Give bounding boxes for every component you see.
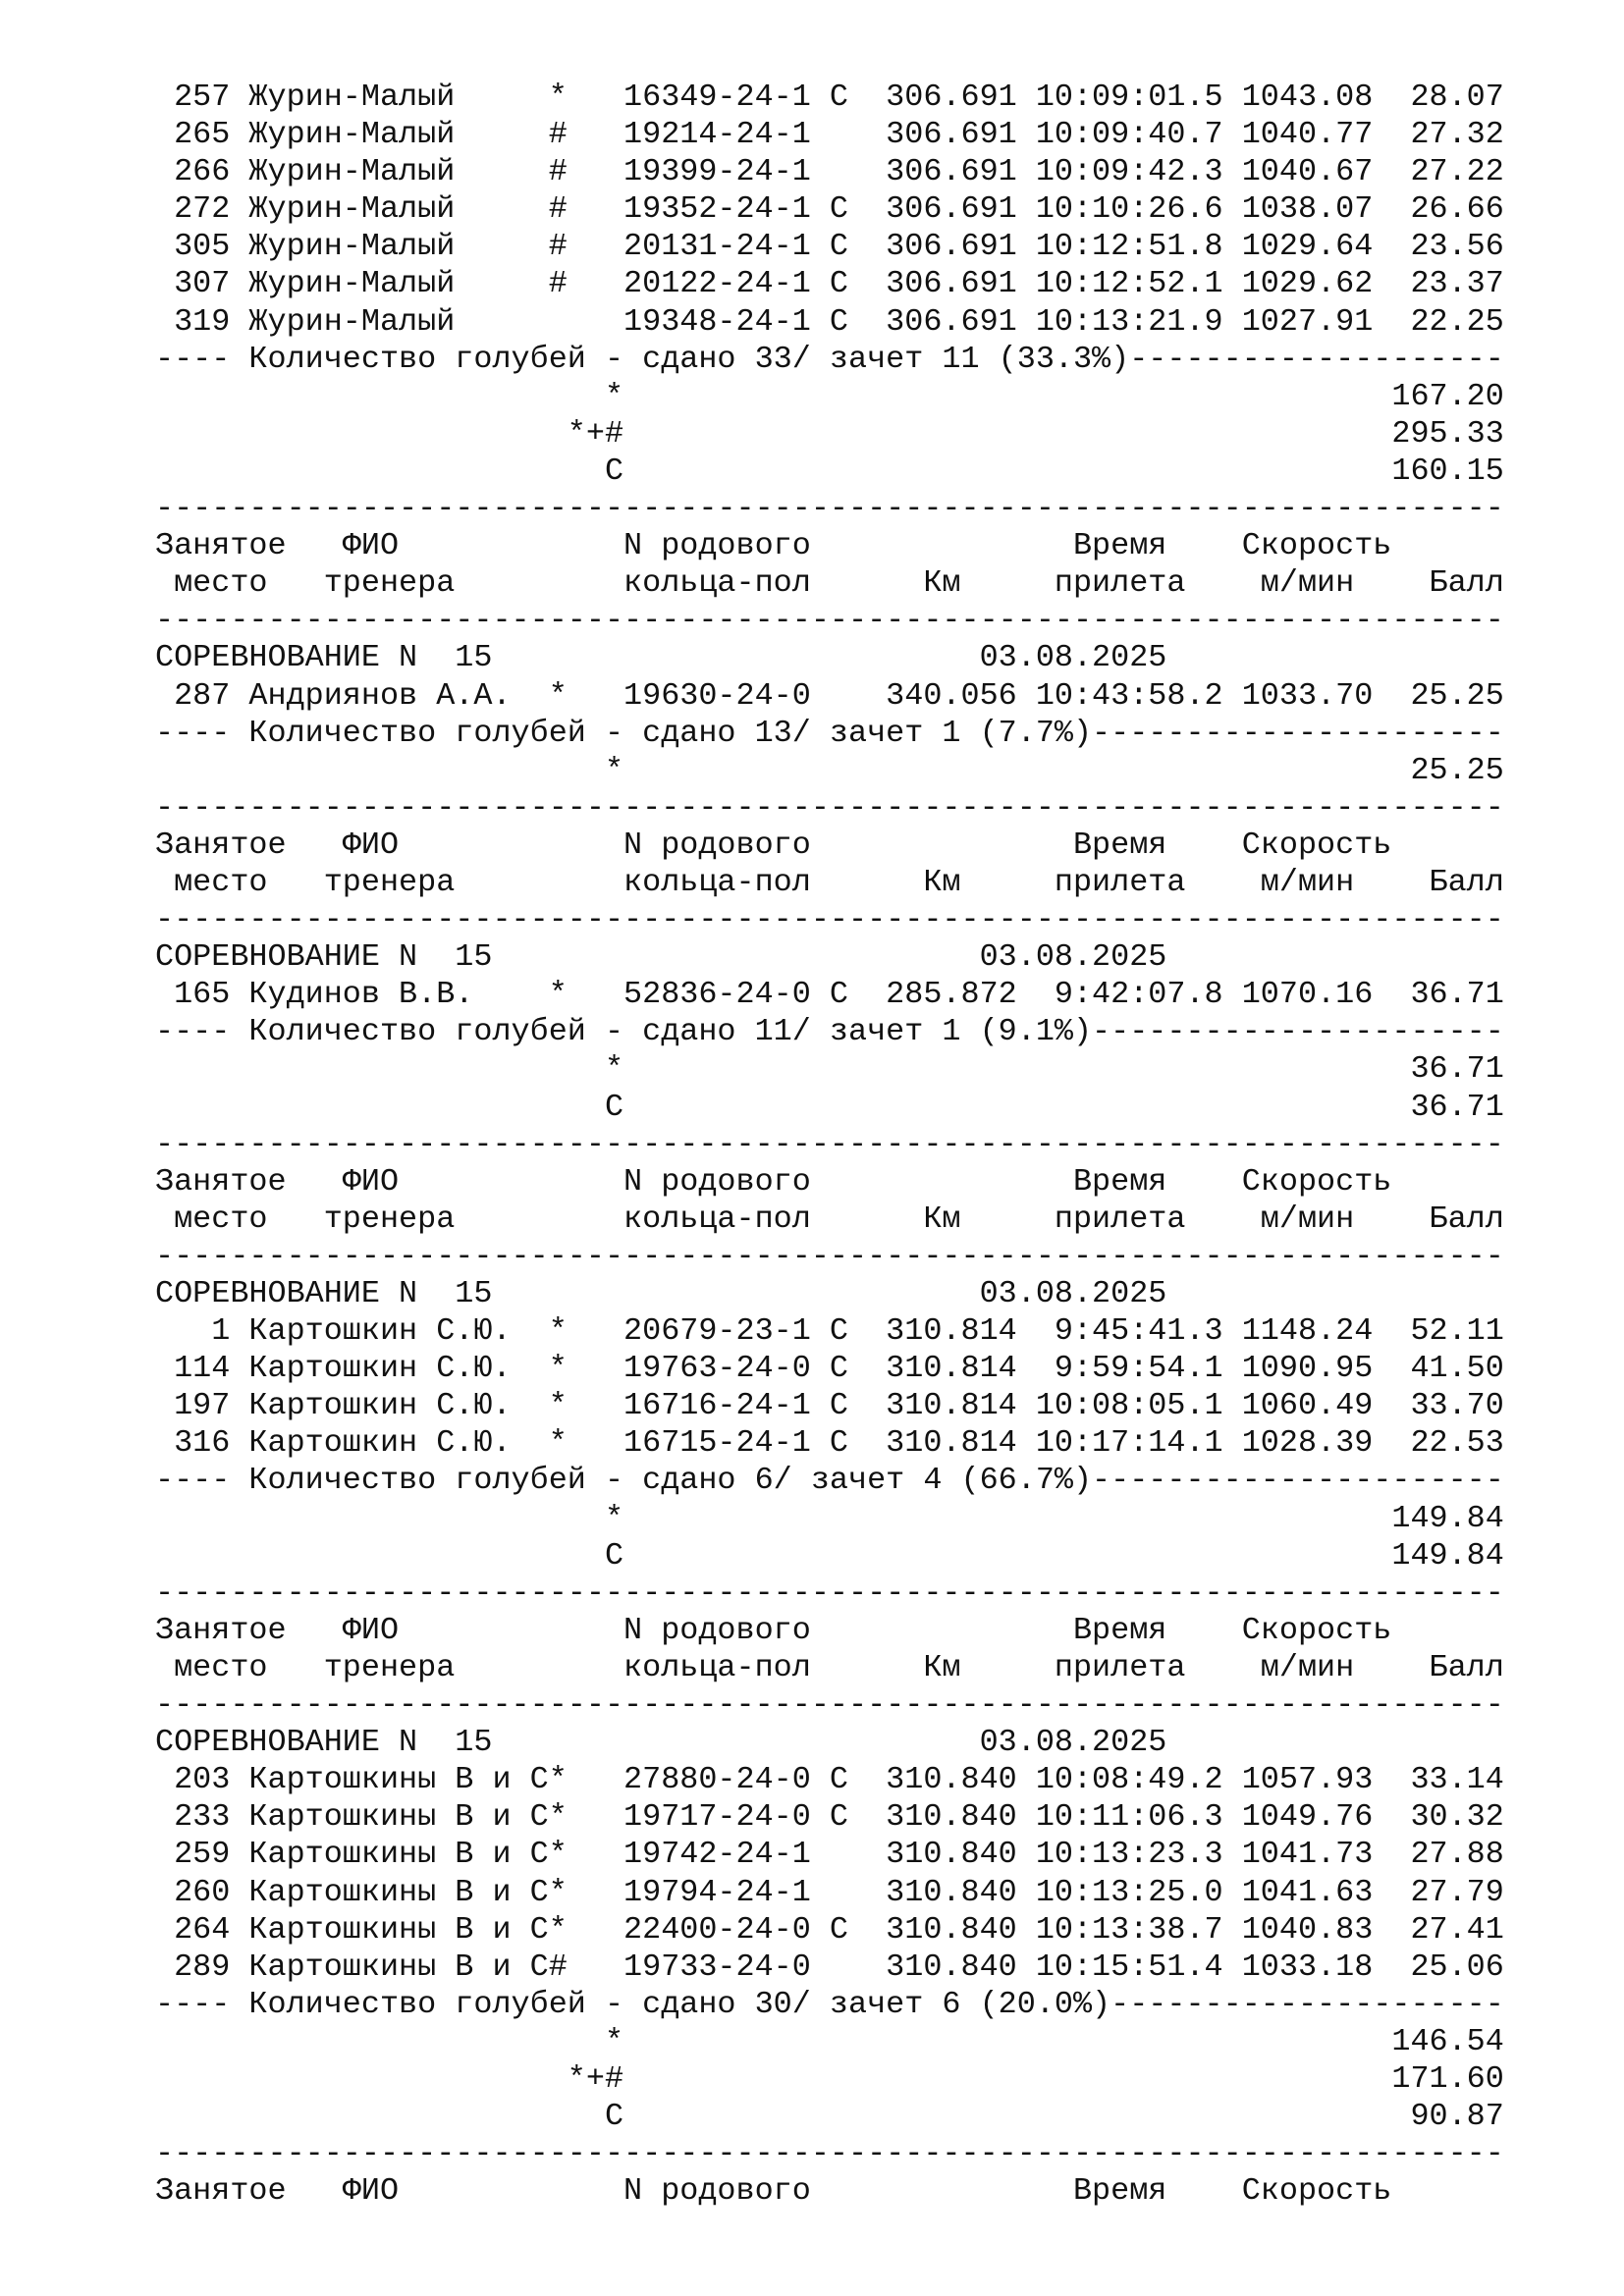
separator-line: ------------------------------------------------------------------------ — [155, 789, 1504, 826]
results-report — [155, 79, 1504, 2210]
result-row: 272 Журин-Малый # 19352-24-1 С 306.691 10:10:26.6 1038.07 26.66 — [155, 191, 1504, 228]
score-total-line: *+# 295.33 — [155, 415, 1504, 452]
column-header-line: Занятое ФИО N родового Время Скорость — [155, 827, 1392, 863]
separator-line: ------------------------------------------------------------------------ — [155, 1687, 1504, 1724]
result-row: 257 Журин-Малый * 16349-24-1 С 306.691 10:09:01.5 1043.08 28.07 — [155, 80, 1504, 115]
score-total-line: С 160.15 — [155, 453, 1504, 489]
column-header-line: место тренера кольца-пол Км прилета м/мин Балл — [155, 864, 1504, 900]
result-row: 114 Картошкин С.Ю. * 19763-24-0 С 310.814 9:59:54.1 1090.95 41.50 — [155, 1351, 1504, 1387]
column-header-line: Занятое ФИО N родового Время Скорость — [155, 528, 1392, 564]
result-row: 259 Картошкины В и С* 19742-24-1 310.840 10:13:23.3 1041.73 27.88 — [155, 1837, 1504, 1873]
score-total-line: * 149.84 — [155, 1500, 1504, 1536]
result-row: 319 Журин-Малый 19348-24-1 С 306.691 10:13:21.9 1027.91 22.25 — [155, 303, 1504, 340]
result-row: 305 Журин-Малый # 20131-24-1 С 306.691 10:12:51.8 1029.64 23.56 — [155, 229, 1504, 265]
result-row: 289 Картошкины В и С# 19733-24-0 310.840 10:15:51.4 1033.18 25.06 — [155, 1949, 1504, 1985]
column-header-line: Занятое ФИО N родового Время Скорость — [155, 1612, 1392, 1648]
result-row: 266 Журин-Малый # 19399-24-1 306.691 10:09:42.3 1040.67 27.22 — [155, 154, 1504, 190]
score-total-line: * 25.25 — [155, 752, 1504, 788]
score-total-line: * 146.54 — [155, 2023, 1504, 2059]
separator-line: ------------------------------------------------------------------------ — [155, 1238, 1504, 1274]
summary-count-line: ---- Количество голубей - сдано 13/ зачет 1 (7.7%)---------------------- — [155, 715, 1504, 751]
result-row: 197 Картошкин С.Ю. * 16716-24-1 С 310.814 10:08:05.1 1060.49 33.70 — [155, 1388, 1504, 1424]
competition-header: СОРЕВНОВАНИЕ N 15 03.08.2025 — [155, 640, 1167, 676]
summary-count-line: ---- Количество голубей - сдано 6/ зачет 4 (66.7%)---------------------- — [155, 1463, 1504, 1499]
competition-header: СОРЕВНОВАНИЕ N 15 03.08.2025 — [155, 939, 1167, 976]
summary-count-line: ---- Количество голубей - сдано 33/ зачет 11 (33.3%)-------------------- — [155, 341, 1504, 377]
column-header-line: место тренера кольца-пол Км прилета м/мин Балл — [155, 1201, 1504, 1237]
competition-header: СОРЕВНОВАНИЕ N 15 03.08.2025 — [155, 1276, 1167, 1311]
column-header-line: место тренера кольца-пол Км прилета м/мин Балл — [155, 565, 1504, 602]
score-total-line: * 36.71 — [155, 1051, 1504, 1088]
result-row: 307 Журин-Малый # 20122-24-1 С 306.691 10:12:52.1 1029.62 23.37 — [155, 266, 1504, 302]
column-header-line: Занятое ФИО N родового Время Скорость — [155, 1163, 1392, 1200]
separator-line: ------------------------------------------------------------------------ — [155, 1126, 1504, 1162]
separator-line: ------------------------------------------------------------------------ — [155, 491, 1504, 527]
result-row: 316 Картошкин С.Ю. * 16715-24-1 С 310.814 10:17:14.1 1028.39 22.53 — [155, 1425, 1504, 1462]
score-total-line: * 167.20 — [155, 378, 1504, 414]
column-header-line: Занятое ФИО N родового Время Скорость — [155, 2173, 1392, 2210]
separator-line: ------------------------------------------------------------------------ — [155, 902, 1504, 938]
result-row: 264 Картошкины В и С* 22400-24-0 С 310.840 10:13:38.7 1040.83 27.41 — [155, 1911, 1504, 1948]
separator-line: ------------------------------------------------------------------------ — [155, 2136, 1504, 2172]
column-header-line: место тренера кольца-пол Км прилета м/мин Балл — [155, 1649, 1504, 1685]
result-row: 165 Кудинов В.В. * 52836-24-0 С 285.872 9:42:07.8 1070.16 36.71 — [155, 977, 1504, 1013]
result-row: 287 Андриянов А.А. * 19630-24-0 340.056 10:43:58.2 1033.70 25.25 — [155, 677, 1504, 714]
separator-line: ------------------------------------------------------------------------ — [155, 603, 1504, 639]
separator-line: ------------------------------------------------------------------------ — [155, 1575, 1504, 1611]
result-row: 233 Картошкины В и С* 19717-24-0 С 310.840 10:11:06.3 1049.76 30.32 — [155, 1799, 1504, 1836]
result-row: 1 Картошкин С.Ю. * 20679-23-1 С 310.814 9:45:41.3 1148.24 52.11 — [155, 1313, 1504, 1350]
summary-count-line: ---- Количество голубей - сдано 11/ зачет 1 (9.1%)---------------------- — [155, 1014, 1504, 1050]
score-total-line: С 90.87 — [155, 2099, 1504, 2135]
summary-count-line: ---- Количество голубей - сдано 30/ зачет 6 (20.0%)--------------------- — [155, 1986, 1504, 2022]
score-total-line: С 36.71 — [155, 1089, 1504, 1125]
result-row: 260 Картошкины В и С* 19794-24-1 310.840 10:13:25.0 1041.63 27.79 — [155, 1874, 1504, 1910]
result-row: 265 Журин-Малый # 19214-24-1 306.691 10:09:40.7 1040.77 27.32 — [155, 117, 1504, 153]
competition-header: СОРЕВНОВАНИЕ N 15 03.08.2025 — [155, 1725, 1167, 1761]
score-total-line: С 149.84 — [155, 1537, 1504, 1574]
score-total-line: *+# 171.60 — [155, 2060, 1504, 2097]
result-row: 203 Картошкины В и С* 27880-24-0 С 310.840 10:08:49.2 1057.93 33.14 — [155, 1762, 1504, 1798]
